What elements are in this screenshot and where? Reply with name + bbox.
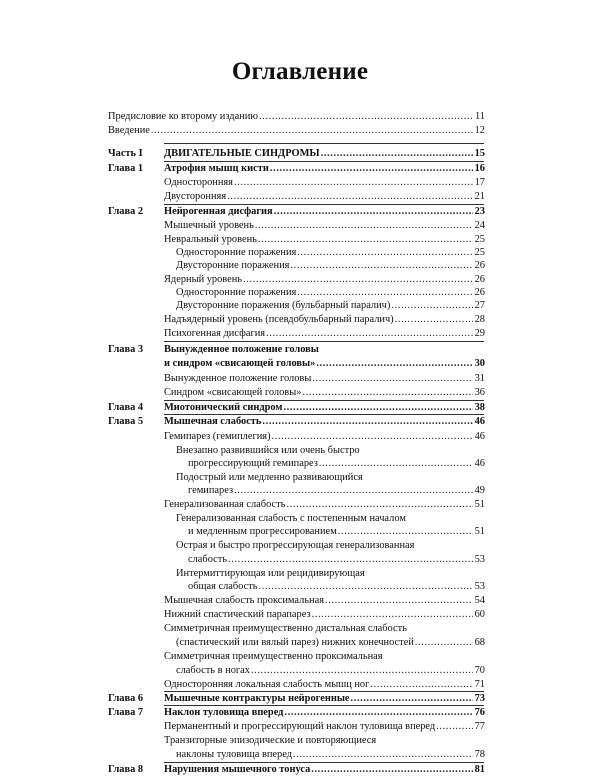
page-number: 28 [474,314,485,325]
page-number: 73 [474,693,485,704]
entry-text: Транзиторные эпизодические и повторяющиеся [164,735,377,746]
toc-entry[interactable] [0,636,600,649]
entry-text: Введение [108,125,150,136]
entry-text: и синдром «свисающей головы» [164,358,316,369]
toc-entry-line1 [0,471,600,484]
leader-dots [415,636,473,649]
toc-entry[interactable] [0,190,600,203]
leader-dots [243,273,473,286]
leader-dots [370,678,473,691]
chapter-label: Глава 1 [108,163,144,174]
entry-text: Симметричная преимущественно проксимальная [164,651,383,662]
leader-dots [436,720,473,733]
page-number: 30 [474,358,485,369]
page-number: 51 [474,526,485,537]
leader-dots [284,706,473,719]
toc-entry[interactable] [0,327,600,340]
chapter-label: Глава 8 [108,764,144,775]
leader-dots [151,124,473,137]
toc-entry-line1 [0,512,600,525]
toc-entry[interactable] [0,233,600,246]
leader-dots [311,763,473,776]
entry-text: слабость в ногах [176,665,250,676]
toc-entry[interactable] [0,176,600,189]
page-number: 21 [474,191,485,202]
entry-text: Односторонние поражения [176,287,297,298]
chapter-label: Глава 6 [108,693,144,704]
toc-entry-chapter5[interactable] [0,415,600,428]
entry-text: Острая и быстро прогрессирующая генерализованная [176,540,415,551]
toc-entry-chapter2[interactable] [0,205,600,218]
leader-dots [283,401,473,414]
page-number: 81 [474,764,485,775]
toc-entry-line1 [0,567,600,580]
entry-text: Двусторонняя [164,191,227,202]
leader-dots [312,608,473,621]
entry-text: Мышечная слабость проксимальная [164,595,324,606]
entry-text: наклоны туловища вперед [176,749,292,760]
page-title: Оглавление [231,58,369,85]
toc-entry[interactable] [0,372,600,385]
entry-text: Нарушения мышечного тонуса [164,764,311,775]
entry-text: Предисловие ко второму изданию [108,111,259,122]
entry-text: Гемипарез (гемиплегия) [164,431,271,442]
page-number: 54 [474,595,485,606]
toc-entry[interactable] [0,246,600,259]
entry-text: Односторонняя [164,177,233,188]
entry-text: ДВИГАТЕЛЬНЫЕ СИНДРОМЫ [164,148,320,159]
page-number: 78 [474,749,485,760]
toc-entry[interactable] [0,219,600,232]
leader-dots [227,190,473,203]
entry-text: Генерализованная слабость с постепенным началом [176,513,406,524]
toc-entry[interactable] [0,273,600,286]
toc-entry-part1[interactable] [0,147,600,160]
toc-entry-chapter1[interactable] [0,162,600,175]
entry-text: Надъядерный уровень (псевдобульбарный паралич) [164,314,394,325]
toc-entry-chapter3-line1[interactable] [0,343,600,356]
leader-dots [255,219,473,232]
leader-dots [297,286,473,299]
leader-dots [325,594,473,607]
entry-text: Подострый или медленно развивающийся [176,472,363,483]
toc-entry[interactable] [0,498,600,511]
page-number: 68 [474,637,485,648]
page-number: 46 [474,431,485,442]
leader-dots [251,664,473,677]
entry-text: (спастический или вялый парез) нижних конечностей [176,637,414,648]
toc-entry-chapter8[interactable] [0,763,600,776]
page-number: 17 [474,177,485,188]
entry-text: Наклон туловища вперед [164,707,284,718]
chapter-label: Глава 7 [108,707,144,718]
entry-text: Атрофия мышц кисти [164,163,269,174]
toc-entry-line1 [0,650,600,663]
toc-entry[interactable] [0,286,600,299]
chapter-label: Глава 2 [108,206,144,217]
page-number: 15 [474,148,485,159]
entry-text: Миотонический синдром [164,402,283,413]
entry-text: Психогенная дисфагия [164,328,266,339]
entry-text: Вынужденное положение головы [164,373,312,384]
toc-entry[interactable] [0,430,600,443]
leader-dots [351,692,473,705]
toc-entry[interactable] [0,457,600,470]
entry-text: Внезапно развившийся или очень быстро [176,445,360,456]
page-number: 25 [474,247,485,258]
page-number: 24 [474,220,485,231]
leader-dots [234,484,473,497]
entry-text: Невральный уровень [164,234,257,245]
page-number: 36 [474,387,485,398]
leader-dots [321,147,473,160]
leader-dots [262,415,473,428]
chapter-label: Глава 4 [108,402,144,413]
page-number: 49 [474,485,485,496]
leader-dots [272,430,473,443]
part-label: Часть I [108,148,143,159]
toc-entry-preface[interactable] [0,110,600,123]
entry-text: Вынужденное положение головы [164,344,319,355]
leader-dots [395,313,473,326]
entry-text: Симметричная преимущественно дистальная слабость [164,623,407,634]
page-number: 11 [474,111,485,122]
entry-text: Мышечная слабость [164,416,262,427]
entry-text: Мышечные контрактуры нейрогенные [164,693,350,704]
entry-text: Интермиттирующая или рецидивирующая [176,568,365,579]
entry-text: слабость [188,554,228,565]
page-number: 46 [474,416,485,427]
page-number: 71 [474,679,485,690]
toc-entry-chapter3[interactable] [0,357,600,370]
page-number: 25 [474,234,485,245]
page-number: 77 [474,721,485,732]
section-divider [164,341,484,342]
entry-text: прогрессирующий гемипарез [188,458,318,469]
leader-dots [259,110,473,123]
page-number: 16 [474,163,485,174]
section-divider [164,143,484,144]
page-number: 70 [474,665,485,676]
page-number: 26 [474,260,485,271]
page-number: 31 [474,373,485,384]
toc-entry[interactable] [0,608,600,621]
toc-entry[interactable] [0,525,600,538]
entry-text: Перманентный и прогрессирующий наклон туловища вперед [164,721,436,732]
leader-dots [286,498,473,511]
page-number: 38 [474,402,485,413]
page-number: 46 [474,458,485,469]
toc-entry-line1 [0,734,600,747]
toc-entry[interactable] [0,720,600,733]
leader-dots [259,580,473,593]
entry-text: Двусторонние поражения (бульбарный паралич) [176,300,391,311]
page-number: 53 [474,581,485,592]
leader-dots [302,386,473,399]
leader-dots [228,553,473,566]
leader-dots [312,372,473,385]
page-number: 29 [474,328,485,339]
leader-dots [297,246,473,259]
toc-entry-chapter6[interactable] [0,692,600,705]
toc-entry-line1 [0,622,600,635]
entry-text: Двусторонние поражения [176,260,290,271]
entry-text: Односторонние поражения [176,247,297,258]
toc-entry[interactable] [0,553,600,566]
page-number: 26 [474,274,485,285]
page-number: 76 [474,707,485,718]
leader-dots [234,176,473,189]
leader-dots [391,299,473,312]
leader-dots [290,259,473,272]
leader-dots [258,233,473,246]
entry-text: общая слабость [188,581,258,592]
entry-text: Односторонняя локальная слабость мышц ног [164,679,370,690]
page-number: 60 [474,609,485,620]
leader-dots [338,525,473,538]
entry-text: и медленным прогрессированием [188,526,337,537]
leader-dots [270,162,473,175]
entry-text: Синдром «свисающей головы» [164,387,302,398]
chapter-label: Глава 5 [108,416,144,427]
toc-entry[interactable] [0,484,600,497]
toc-entry[interactable] [0,580,600,593]
toc-entry[interactable] [0,259,600,272]
page-number: 51 [474,499,485,510]
toc-entry[interactable] [0,678,600,691]
toc-entry[interactable] [0,386,600,399]
toc-entry-line1 [0,539,600,552]
leader-dots [274,205,473,218]
toc-entry[interactable] [0,664,600,677]
page-number: 27 [474,300,485,311]
page-number: 53 [474,554,485,565]
toc-entry-line1 [0,444,600,457]
toc-entry-chapter4[interactable] [0,401,600,414]
toc-entry-chapter7[interactable] [0,706,600,719]
leader-dots [316,357,473,370]
toc-entry-intro[interactable] [0,124,600,137]
entry-text: Генерализованная слабость [164,499,286,510]
entry-text: гемипарез [188,485,234,496]
entry-text: Нейрогенная дисфагия [164,206,273,217]
toc-entry[interactable] [0,313,600,326]
leader-dots [266,327,473,340]
chapter-label: Глава 3 [108,344,144,355]
entry-text: Ядерный уровень [164,274,243,285]
page-number: 12 [474,125,485,136]
page-number: 23 [474,206,485,217]
toc-entry[interactable] [0,594,600,607]
page-number: 26 [474,287,485,298]
toc-entry[interactable] [0,299,600,312]
entry-text: Мышечный уровень [164,220,254,231]
entry-text: Нижний спастический парапарез [164,609,311,620]
leader-dots [319,457,473,470]
